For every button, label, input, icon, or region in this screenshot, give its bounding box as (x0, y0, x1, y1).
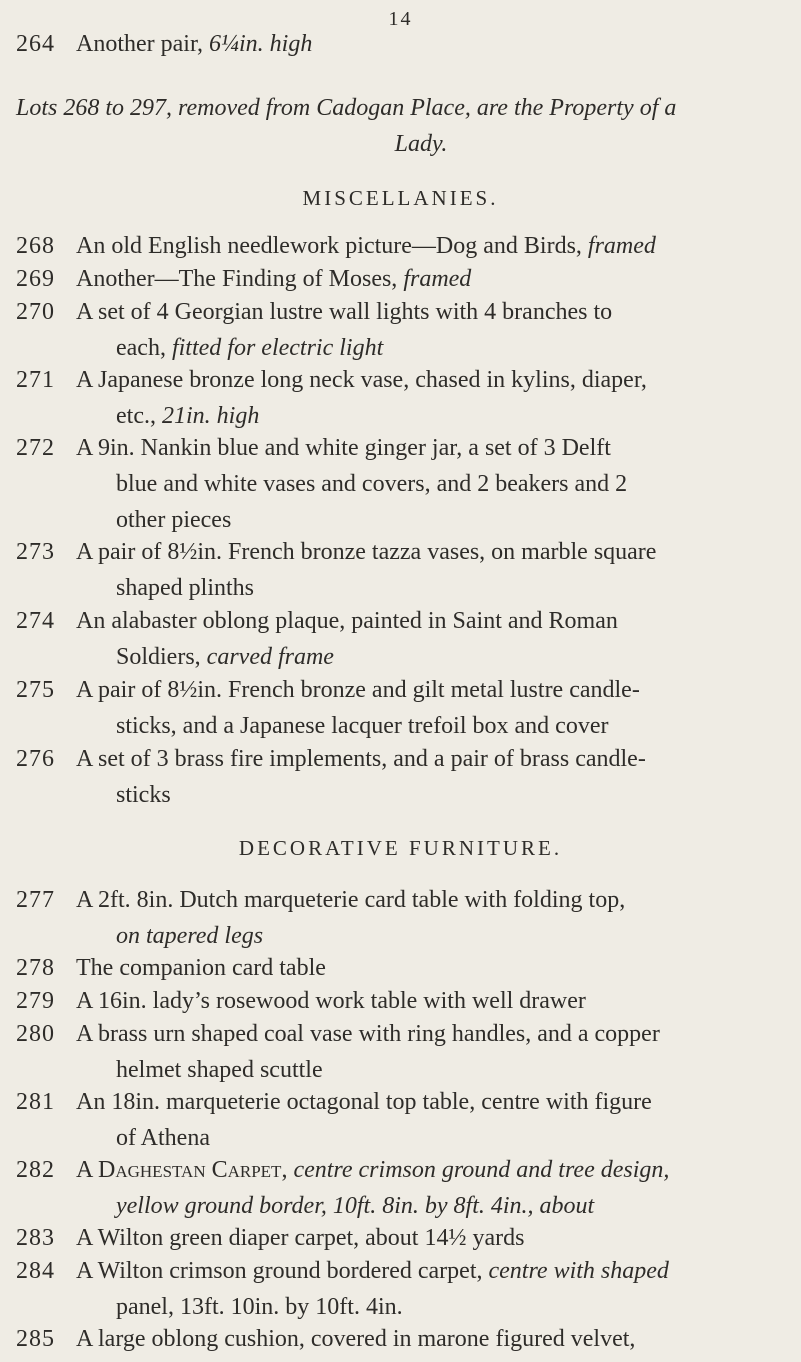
lot-number: 275 (16, 677, 55, 703)
lot-number: 281 (16, 1089, 55, 1115)
lot-description: Another pair, 6¼in. high (76, 31, 313, 57)
lot-number: 285 (16, 1326, 55, 1352)
lot-number: 268 (16, 233, 55, 259)
lot-description: The companion card table (76, 955, 326, 981)
lot-number: 272 (16, 435, 55, 461)
lot-description: A 9in. Nankin blue and white ginger jar, a set of 3 Delft blue and white vases and covers, and 2 beakers and 2 other pieces (76, 435, 628, 533)
lot-description: A brass urn shaped coal vase with ring handles, and a copper helmet shaped scuttle (76, 1021, 660, 1083)
lot-description: A 2ft. 8in. Dutch marqueterie card table with folding top, on tapered legs (76, 887, 626, 949)
lot-number: 273 (16, 539, 55, 565)
lot-number: 278 (16, 955, 55, 981)
lot-description: A set of 3 brass fire implements, and a pair of brass candle- sticks (76, 746, 646, 808)
lot-number: 277 (16, 887, 55, 913)
lot-description: A 16in. lady’s rosewood work table with well drawer (76, 988, 586, 1014)
lot-number: 282 (16, 1157, 55, 1183)
lot-description: A pair of 8½in. French bronze tazza vases, on marble square shaped plinths (76, 539, 657, 601)
lot-number: 274 (16, 608, 55, 634)
lot-description: A set of 4 Georgian lustre wall lights with 4 branches to each, fitted for electric light (76, 299, 613, 361)
lot-description: A Wilton crimson ground bordered carpet, centre with shaped panel, 13ft. 10in. by 10ft. 4in. (76, 1258, 669, 1320)
lot-number: 269 (16, 266, 55, 292)
lot-number: 264 (16, 31, 55, 57)
provenance-note: Lots 268 to 297, removed from Cadogan Place, are the Property of a Lady. (16, 95, 677, 157)
lot-description: An old English needlework picture—Dog and Birds, framed (76, 233, 656, 259)
lot-description: An 18in. marqueterie octagonal top table, centre with figure of Athena (76, 1089, 652, 1151)
lot-description: A Daghestan Carpet, centre crimson ground and tree design, yellow ground border, 10ft. 8in. by 8ft. 4in., about (76, 1157, 670, 1219)
lot-number: 279 (16, 988, 55, 1014)
lot-number: 271 (16, 367, 55, 393)
lot-description: Another—The Finding of Moses, framed (76, 266, 472, 292)
lot-number: 283 (16, 1225, 55, 1251)
lot-description: A pair of 8½in. French bronze and gilt metal lustre candle- sticks, and a Japanese lacquer trefoil box and cover (76, 677, 640, 739)
lot-number: 270 (16, 299, 55, 325)
section-heading-decorative-furniture: DECORATIVE FURNITURE. (238, 836, 563, 860)
lot-description: A large oblong cushion, covered in marone figured velvet, (76, 1326, 636, 1352)
lot-description: A Japanese bronze long neck vase, chased in kylins, diaper, etc., 21in. high (76, 367, 647, 429)
lot-description: A Wilton green diaper carpet, about 14½ yards (76, 1225, 525, 1251)
lot-number: 284 (16, 1258, 55, 1284)
section-heading-miscellanies: MISCELLANIES. (302, 186, 499, 210)
lot-description: An alabaster oblong plaque, painted in Saint and Roman Soldiers, carved frame (76, 608, 618, 670)
page-number: 14 (388, 8, 413, 30)
lot-number: 280 (16, 1021, 55, 1047)
lot-number: 276 (16, 746, 55, 772)
